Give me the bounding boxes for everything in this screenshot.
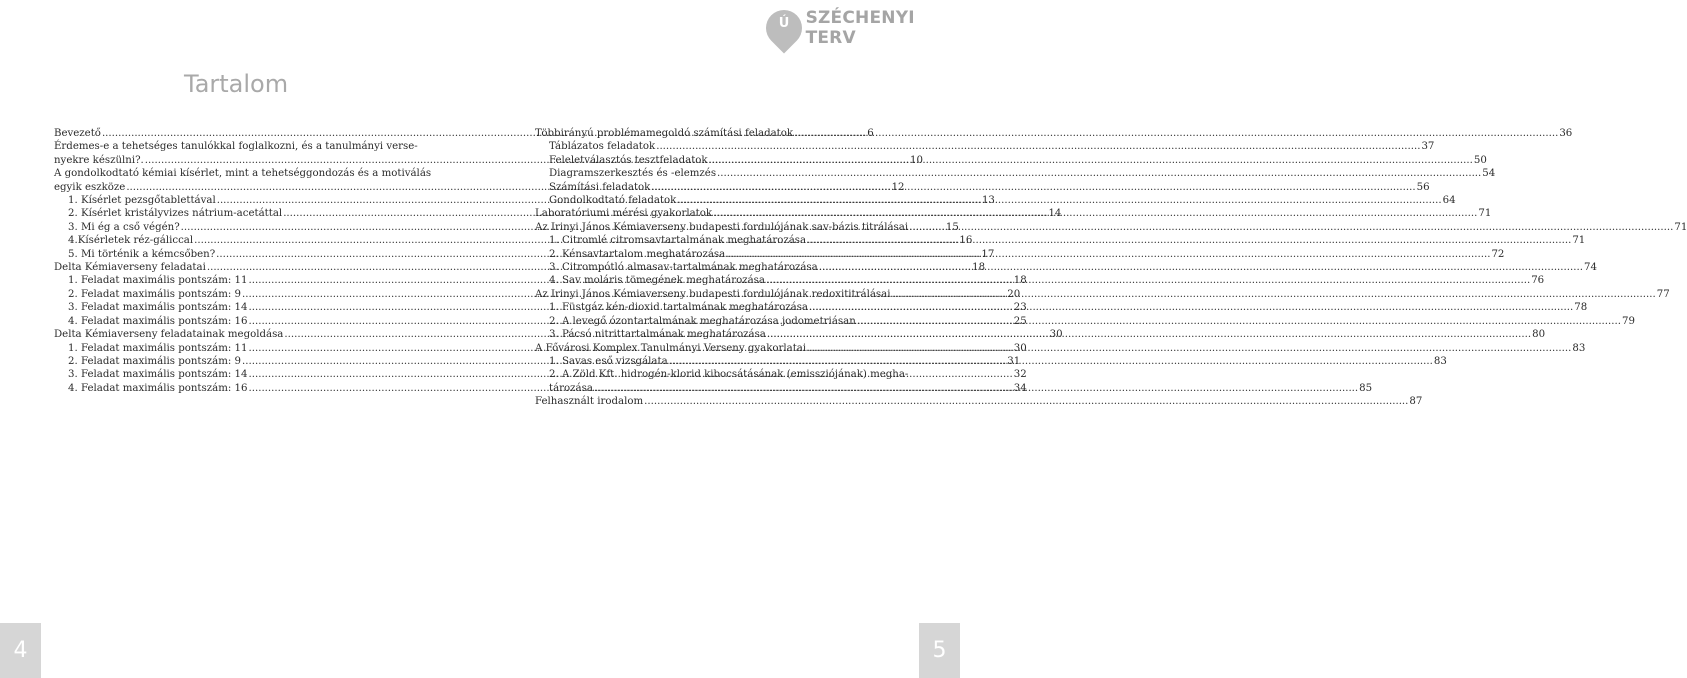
toc-entry-label: 1. Feladat maximális pontszám: 11 (68, 342, 248, 354)
toc-entry-label: Delta Kémiaverseny feladatainak megoldása (54, 329, 284, 341)
toc-entry-label: 1. Citromlé citromsavtartalmának meghatározása (549, 235, 807, 247)
toc-entry-page: 10 (910, 154, 924, 166)
szechenyi-terv-logo (766, 2, 960, 54)
toc-entry-page: 30 (1049, 329, 1063, 341)
toc-entry-label: Számítási feladatok (549, 181, 651, 193)
toc-entry-label: 4.Kísérletek réz-gáliccal (68, 235, 194, 247)
toc-entry-label: Táblázatos feladatok (549, 141, 656, 153)
toc-entry-label: A Fővárosi Komplex Tanulmányi Verseny gyakorlatai (535, 342, 807, 354)
toc-entry-label: Feleletválasztós tesztfeladatok (549, 154, 708, 166)
toc-dot-leader (767, 328, 1531, 341)
toc-entry-label: Laboratóriumi mérési gyakorlatok (535, 208, 713, 220)
toc-entry-page: 64 (1442, 195, 1456, 207)
toc-entry-page: 36 (1559, 128, 1573, 139)
toc-entry-label: Többirányú problémamegoldó számítási feladatok (535, 128, 794, 139)
toc-entry[interactable] (54, 167, 432, 180)
toc-entry-page: 32 (1013, 369, 1027, 381)
toc-entry-page: 34 (1013, 382, 1027, 394)
toc-entry-label: 1. Savas eső vizsgálata (549, 355, 668, 367)
toc-entry-page: 80 (1532, 329, 1546, 341)
toc-dot-leader (794, 127, 1558, 140)
toc-entry-page: 79 (1622, 315, 1635, 327)
toc-entry-page: 18 (1013, 275, 1027, 287)
toc-entry-page: 71 (1572, 235, 1586, 247)
toc-dot-leader (891, 288, 1655, 301)
toc-entry-page: 15 (945, 221, 959, 233)
toc-entry-label: 4. Sav moláris tömegének meghatározása (549, 275, 765, 287)
toc-entry-page: 31 (1007, 355, 1021, 367)
toc-entry-label: Diagramszerkesztés és -elemzés (549, 168, 717, 180)
toc-entry-label: 1. Füstgáz kén-dioxid tartalmának meghatározása (549, 302, 808, 314)
toc-entry-label: Bevezető (54, 128, 101, 139)
toc-entry-label: Az Irinyi János Kémiaverseny budapesti fordulójának sav-bázis titrálásai (535, 221, 909, 233)
toc-dot-leader (809, 301, 1573, 314)
toc-entry[interactable] (535, 127, 1573, 140)
toc-dot-leader (594, 382, 1358, 395)
toc-entry-label: 3. Feladat maximális pontszám: 14 (68, 302, 248, 314)
toc-entry-page: 30 (1013, 342, 1027, 354)
toc-entry[interactable] (54, 140, 422, 153)
toc-entry[interactable] (535, 368, 909, 381)
toc-entry-page: 85 (1359, 382, 1373, 394)
toc-entry-label: 3. Pácsó nitrittartalmának meghatározása (549, 329, 766, 341)
toc-entry-page: 20 (1007, 288, 1021, 300)
toc-entry-page: 76 (1531, 275, 1545, 287)
toc-entry-page: 71 (1478, 208, 1492, 220)
toc-entry-label: 5. Mi történik a kémcsőben? (68, 248, 216, 260)
toc-entry-page: 54 (1482, 168, 1496, 180)
toc-entry[interactable] (535, 181, 1430, 194)
page-number-right: 5 (919, 623, 960, 678)
toc-entry-page: 56 (1416, 181, 1430, 193)
toc-entry-page: 50 (1473, 154, 1487, 166)
toc-entry-label: 3. Feladat maximális pontszám: 14 (68, 369, 248, 381)
toc-entry-page: 78 (1574, 302, 1588, 314)
toc-entry-label: A gondolkodtató kémiai kísérlet, mint a tehetséggondozás és a motiválás (54, 168, 432, 180)
toc-dot-leader (807, 342, 1571, 355)
toc-entry-page: 13 (981, 195, 995, 207)
toc-dot-leader (677, 194, 1441, 207)
toc-entry-label: 2. Feladat maximális pontszám: 9 (68, 355, 242, 367)
toc-dot-leader (717, 167, 1481, 180)
toc-entry-page: 74 (1583, 262, 1597, 274)
toc-dot-leader (669, 355, 1433, 368)
logo-text: SZÉCHENYI TERV (805, 8, 915, 48)
toc-entry-label: 4. Feladat maximális pontszám: 16 (68, 315, 248, 327)
toc-entry-label: 2. A Zöld Kft. hidrogén-klorid kibocsátásának (emissziójának) megha- (549, 369, 909, 381)
toc-dot-leader (807, 234, 1571, 247)
toc-dot-leader (656, 140, 1420, 153)
toc-entry-page: 83 (1572, 342, 1586, 354)
toc-entry-label: 2. Kénsavtartalom meghatározása (549, 248, 726, 260)
toc-entry-label: Érdemes-e a tehetséges tanulókkal foglalkozni, és a tanulmányi verse- (54, 141, 418, 153)
toc-entry-label: nyekre készülni?. (54, 154, 144, 166)
toc-entry-label: 2. Kísérlet kristályvizes nátrium-acetáttal (68, 208, 283, 220)
toc-entry[interactable] (535, 395, 1423, 408)
toc-entry-label: tározása (549, 382, 593, 394)
toc-entry-label: Felhasznált irodalom (535, 396, 644, 408)
toc-entry-label: 2. Feladat maximális pontszám: 9 (68, 288, 242, 300)
toc-dot-leader (651, 181, 1415, 194)
toc-entry[interactable] (535, 167, 1496, 180)
toc-dot-leader (709, 154, 1473, 167)
toc-entry-page: 71 (1674, 221, 1687, 233)
toc-entry-page: 18 (972, 262, 986, 274)
toc-entry-page: 77 (1656, 288, 1670, 300)
toc-entry-page: 16 (959, 235, 973, 247)
toc-dot-leader (819, 261, 1583, 274)
toc-entry-page: 14 (1048, 208, 1062, 220)
toc-entry-label: Delta Kémiaverseny feladatai (54, 262, 206, 274)
toc-entry-page: 37 (1421, 141, 1435, 153)
toc-entry-label: egyik eszköze (54, 181, 126, 193)
toc-entry-page: 25 (1013, 315, 1027, 327)
toc-entry-page: 6 (867, 128, 874, 139)
toc-entry-page: 87 (1409, 396, 1423, 408)
page-number-left: 4 (0, 623, 41, 678)
toc-entry-label: 1. Feladat maximális pontszám: 11 (68, 275, 248, 287)
toc-entry[interactable] (535, 140, 1435, 153)
logo-pin-icon (766, 10, 800, 46)
toc-dot-leader (766, 274, 1530, 287)
toc-entry-page: 72 (1491, 248, 1505, 260)
page-title: Tartalom (184, 70, 289, 98)
toc-entry-page: 12 (891, 181, 905, 193)
toc-entry-label: 2. A levegő ózontartalmának meghatározása jodometriásan (549, 315, 856, 327)
toc-entry-label: 4. Feladat maximális pontszám: 16 (68, 382, 248, 394)
logo-mark-letter: Ú (778, 16, 790, 31)
toc-entry-label: 3. Citrompótló almasav-tartalmának meghatározása (549, 262, 818, 274)
toc-dot-leader (857, 315, 1621, 328)
toc-dot-leader (726, 248, 1490, 261)
toc-entry-label: Gondolkodtató feladatok (549, 195, 677, 207)
toc-entry-label: 3. Mi ég a cső végén? (68, 221, 180, 233)
toc-dot-leader (909, 221, 1673, 234)
toc-entry-page: 17 (981, 248, 995, 260)
toc-entry-label: 1. Kísérlet pezsgőtablettával (68, 195, 216, 207)
toc-entry-page: 23 (1013, 302, 1027, 314)
toc-entry-page: 83 (1433, 355, 1447, 367)
toc-dot-leader (644, 395, 1408, 408)
toc-dot-leader (713, 207, 1477, 220)
toc-entry-label: Az Irinyi János Kémiaverseny budapesti fordulójának redoxititrálásai (535, 288, 891, 300)
